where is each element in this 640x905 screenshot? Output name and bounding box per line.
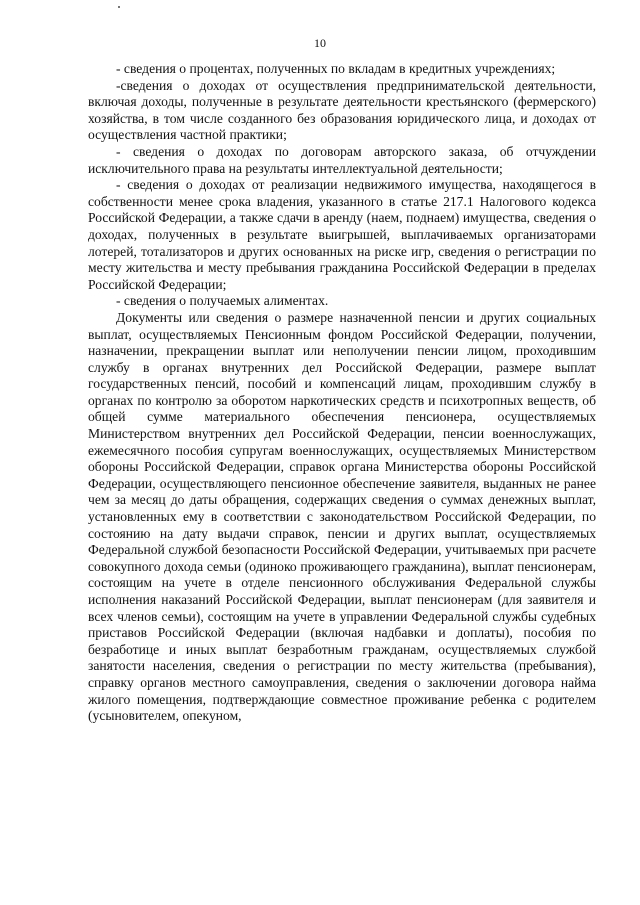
paragraph-alimony: - сведения о получаемых алиментах.: [116, 293, 329, 309]
paragraph-pension-documents: Документы или сведения о размере назначенной пенсии и других социальных выплат, осуществляемых Пенсионным фондом Российской Федерации, получении, назначении, прекращении выплат или неполучении пенсии лицом, проходившим службу в органах внутренних дел Российской Федерации, размере выплат государственных пенсий, пособий и компенсаций лицам, проходившим службу в органах по контролю за оборотом наркотических средств и психотропных веществ, об общей сумме материального обеспечения пенсионера, осуществляемых Министерством внутренних дел Российской Федерации, пенсии военнослужащих, ежемесячного пособия супругам военнослужащих, осуществляемых Министерством обороны Российской Федерации, справок органа Министерства обороны Российской Федерации, осуществляющего пенсионное обеспечение заявителя, выданных не ранее чем за месяц до даты обращения, содержащих сведения о суммах денежных выплат, установленных ему в соответствии с законодательством Российской Федерации, по состоянию на дату выдачи справок, пенсии и других выплат, осуществляемых Федеральной службой безопасности Российской Федерации, учитываемых при расчете совокупного дохода семьи (одиноко проживающего гражданина), выплат пенсионерам, состоящим на учете в отделе пенсионного обслуживания Федеральной службы исполнения наказаний Российской Федерации, выплат пенсионерам (для заявителя и всех членов семьи), состоящим на учете в управлении Федеральной службы судебных приставов Российской Федерации (включая надбавки и доплаты), пособия по безработице и иных выплат безработным гражданам, осуществляемых службой занятости населения, сведения о регистрации по месту жительства (пребывания), справку органов местного самоуправления, сведения о заключении договора найма жилого помещения, подтверждающие совместное проживание ребенка с родителем (усыновителем, опекуном,: [88, 309, 596, 724]
paragraph-business-income: -сведения о доходах от осуществления предпринимательской деятельности, включая доходы, полученные в результате деятельности крестьянского (фермерского) хозяйства, в том числе созданного без образования юридического лица, и доходах от осуществления частной практики;: [88, 77, 596, 143]
document-body: [88, 61, 596, 725]
paragraph-author-contracts: - сведения о доходах по договорам авторского заказа, об отчуждении исключительного права на результаты интеллектуальной деятельности;: [88, 143, 596, 176]
paragraph-property-income: - сведения о доходах от реализации недвижимого имущества, находящегося в собственности менее срока владения, указанного в статье 217.1 Налогового кодекса Российской Федерации, а также сдачи в аренду (наем, поднаем) имущества, сведения о доходах, полученных в результате выигрышей, выплачиваемых организаторами лотерей, тотализаторов и других основанных на риске игр, сведения о регистрации по месту жительства и месту пребывания гражданина Российской Федерации в пределах Российской Федерации;: [88, 177, 596, 292]
page-number: 10: [314, 36, 326, 50]
scan-speck: [118, 6, 120, 8]
paragraph-deposit-interest: - сведения о процентах, полученных по вкладам в кредитных учреждениях;: [116, 61, 556, 76]
